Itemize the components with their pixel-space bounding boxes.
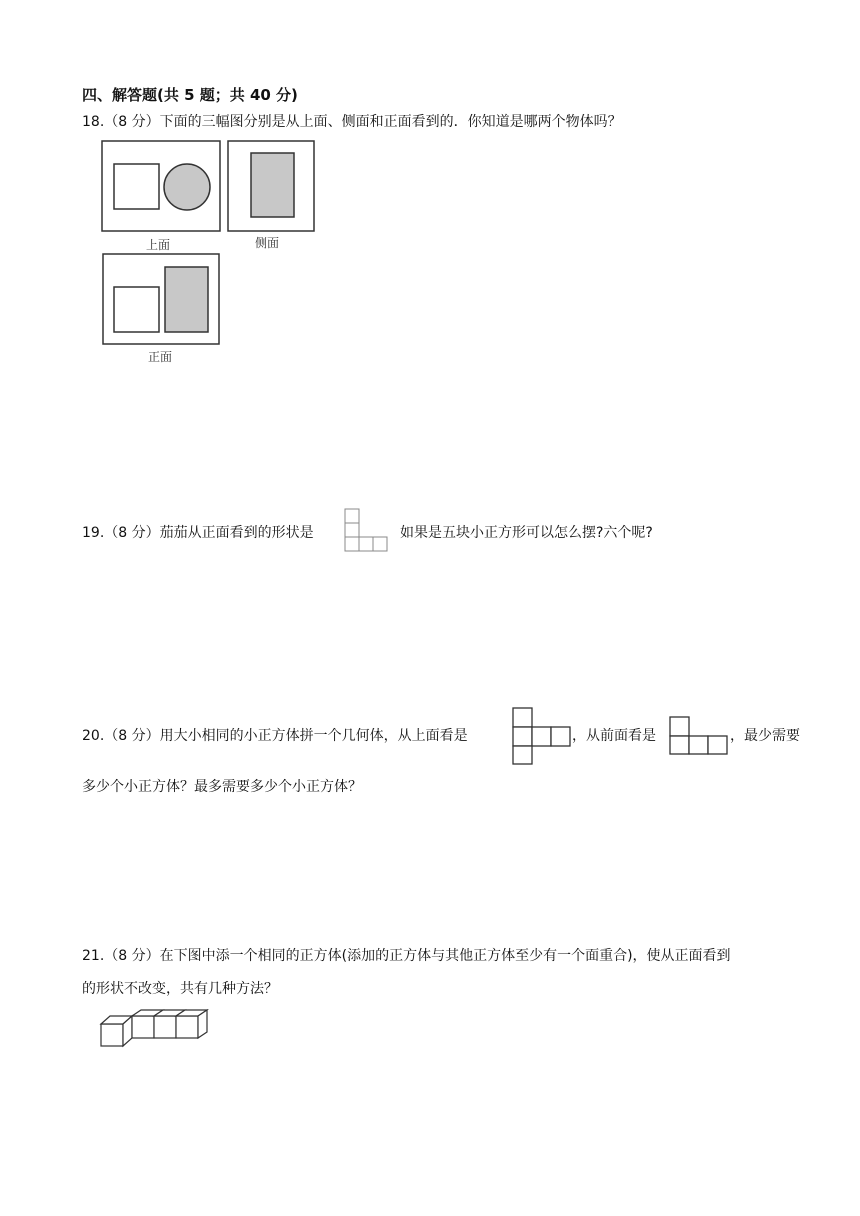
square-shape [114, 287, 159, 332]
question-21-line-1 [82, 946, 731, 966]
question-number: 19. [82, 525, 105, 541]
top-view-label: 上面 [146, 238, 171, 252]
question-points: （8 分） [104, 948, 160, 964]
front-view-label: 正面 [148, 350, 173, 364]
top-view-figure [101, 140, 221, 232]
front-view-grid [669, 716, 729, 756]
top-view-grid [512, 707, 572, 765]
question-text: 茄茄从正面看到的形状是 [159, 525, 314, 541]
front-shape-figure [344, 508, 390, 552]
question-text: 下面的三幅图分别是从上面、侧面和正面看到的．你知道是哪两个物体吗？ [159, 114, 622, 130]
side-view-figure [227, 140, 315, 232]
question-number: 20. [82, 728, 105, 744]
question-text: 在下图中添一个相同的正方体(添加的正方体与其他正方体至少有一个面重合)，使从正面看到 [159, 948, 731, 964]
question-points: （8 分） [104, 114, 160, 130]
question-points: （8 分） [104, 525, 160, 541]
question-number: 18. [82, 114, 105, 130]
question-19-part-a [82, 523, 314, 543]
question-20-part-c: ，最少需要 [730, 728, 800, 744]
section-title: 四、解答题(共 5 题；共 40 分) [82, 86, 298, 104]
question-20-line-2: 多少个小正方体？最多需要多少个小正方体？ [82, 779, 362, 795]
question-19-part-b: 如果是五块小正方形可以怎么摆?六个呢? [400, 525, 653, 541]
question-text: 用大小相同的小正方体拼一个几何体，从上面看是 [159, 728, 468, 744]
side-view-label: 侧面 [255, 236, 280, 250]
question-18 [82, 112, 622, 132]
question-21-line-2: 的形状不改变，共有几种方法？ [82, 981, 278, 997]
question-20-part-a [82, 726, 468, 746]
question-number: 21. [82, 948, 105, 964]
question-points: （8 分） [104, 728, 160, 744]
rectangle-shape [165, 267, 208, 332]
circle-shape [164, 164, 210, 210]
front-view-figure [102, 253, 220, 345]
rectangle-shape [251, 153, 294, 217]
question-20-part-b: ，从前面看是 [572, 728, 656, 744]
square-shape [114, 164, 159, 209]
cube-row-figure [100, 1010, 222, 1048]
